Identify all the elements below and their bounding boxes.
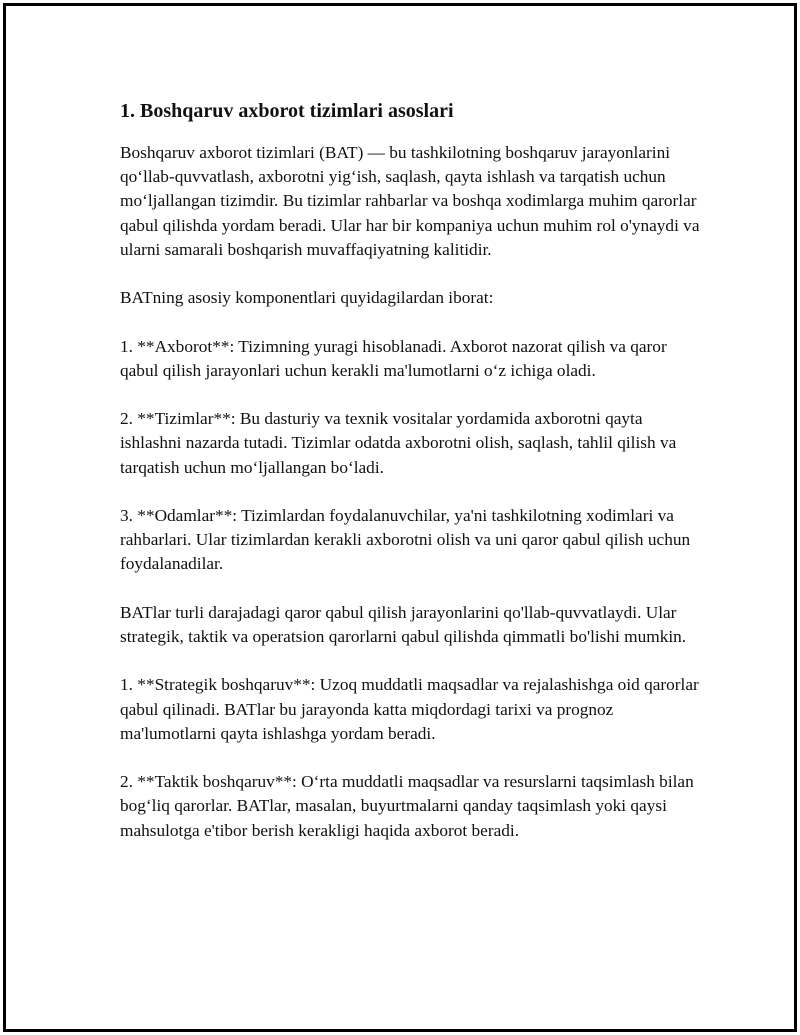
document-title: 1. Boshqaruv axborot tizimlari asoslari <box>120 100 454 122</box>
paragraph-strategik: 1. **Strategik boshqaruv**: Uzoq muddatli maqsadlar va rejalashishga oid qarorlar qabul qilinadi. BATlar bu jarayonda katta miqdordagi tarixi va prognoz ma'lumotlarni qayta ishlashga yordam beradi. <box>120 675 699 743</box>
paragraph-taktik: 2. **Taktik boshqaruv**: O‘rta muddatli maqsadlar va resurslarni taqsimlash bilan bog‘liq qarorlar. BATlar, masalan, buyurtmalarni qanday taqsimlash yoki qaysi mahsulotga e'tibor berish kerakligi haqida axborot beradi. <box>120 772 694 840</box>
paragraph-intro: Boshqaruv axborot tizimlari (BAT) — bu tashkilotning boshqaruv jarayonlarini qo‘llab-quvvatlash, axborotni yig‘ish, saqlash, qayta ishlash va tarqatish uchun mo‘ljallangan tizimdir. Bu tizimlar rahbarlar va boshqa xodimlarga muhim qarorlar qabul qilishda yordam beradi. Ular har bir kompaniya uchun muhim rol o'ynaydi va ularni samarali boshqarish muvaffaqiyatning kalitidir. <box>120 143 700 259</box>
paragraph-components-intro: BATning asosiy komponentlari quyidagilardan iborat: <box>120 288 494 308</box>
paragraph-axborot: 1. **Axborot**: Tizimning yuragi hisoblanadi. Axborot nazorat qilish va qaror qabul qilish jarayonlari uchun kerakli ma'lumotlarni o‘z ichiga oladi. <box>120 336 667 380</box>
paragraph-tizimlar: 2. **Tizimlar**: Bu dasturiy va texnik vositalar yordamida axborotni qayta ishlashni nazarda tutadi. Tizimlar odatda axborotni olish, saqlash, tahlil qilish va tarqatish uchun mo‘ljallangan bo‘ladi. <box>120 409 677 477</box>
paragraph-odamlar: 3. **Odamlar**: Tizimlardan foydalanuvchilar, ya'ni tashkilotning xodimlari va rahbarlari. Ular tizimlardan kerakli axborotni olish va uni qaror qabul qilish uchun foydalanadilar. <box>120 505 691 574</box>
paragraph-decision-levels: BATlar turli darajadagi qaror qabul qilish jarayonlarini qo'llab-quvvatlaydi. Ular strategik, taktik va operatsion qarorlarni qabul qilishda qimmatli bo'lishi mumkin. <box>120 602 687 646</box>
page-frame <box>3 3 797 1032</box>
document-body <box>120 96 700 867</box>
